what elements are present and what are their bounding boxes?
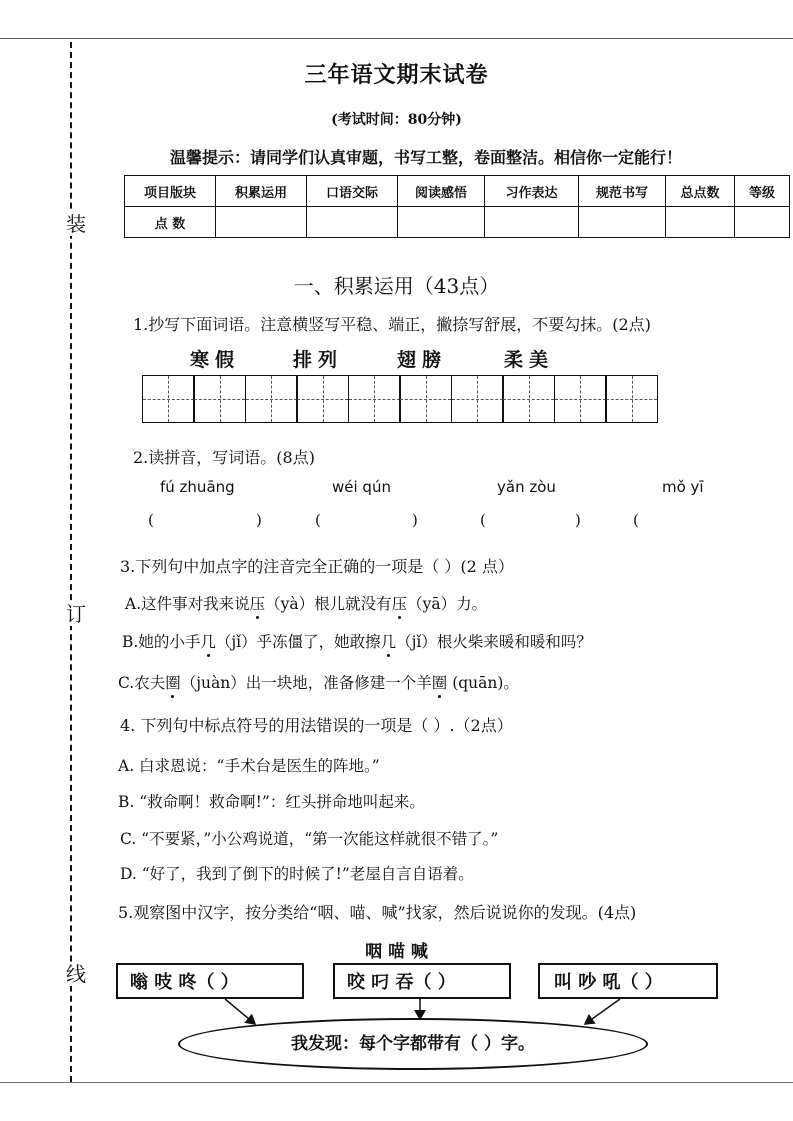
option-text: (quān)。 — [447, 674, 519, 692]
option-text: （jǐ）根火柴来暖和暖和吗？ — [396, 633, 592, 651]
option-text: （juàn）出一块地，准备修建一个羊 — [180, 674, 432, 692]
option-text: A.这件事对我来说 — [125, 595, 250, 613]
binding-char-xian: 线 — [66, 962, 86, 986]
answer-paren[interactable]: ) — [575, 511, 581, 529]
copy-word: 寒假 — [190, 349, 241, 371]
option-text: C.农夫 — [118, 674, 166, 692]
dotted-char: 圈 — [165, 671, 181, 693]
dotted-char: 压 — [392, 592, 408, 614]
answer-paren[interactable]: ( — [633, 511, 639, 529]
copy-word: 排列 — [293, 349, 344, 371]
pinyin-item: fú zhuāng — [160, 478, 235, 496]
option-text: （yā）力。 — [407, 595, 488, 613]
binding-char-zhuang: 装 — [66, 212, 86, 236]
binding-char-ding: 订 — [66, 602, 86, 626]
pinyin-item: yǎn zòu — [497, 478, 556, 496]
score-header-cell: 习作表达 — [485, 176, 579, 207]
answer-paren[interactable]: ) — [256, 511, 262, 529]
score-header-cell: 阅读感悟 — [398, 176, 485, 207]
question-4: 4. 下列句中标点符号的用法错误的一项是（ ）.（2点） — [120, 716, 513, 735]
dotted-char: 几 — [381, 630, 397, 652]
option-text: B.她的小手 — [122, 633, 201, 651]
score-header-cell: 规范书写 — [579, 176, 666, 207]
exam-time: (考试时间：80分钟) — [331, 112, 462, 128]
question-4-option-a[interactable]: A. 白求恩说：“手术台是医生的阵地。” — [118, 757, 380, 775]
answer-paren[interactable]: ( — [480, 511, 486, 529]
dotted-char: 压 — [250, 592, 266, 614]
answer-paren[interactable]: ( — [315, 511, 321, 529]
score-row-label: 点 数 — [125, 207, 216, 238]
arrow-right — [585, 999, 620, 1024]
pinyin-item: wéi qún — [332, 478, 391, 496]
option-text: （yà）根儿就没有 — [265, 595, 392, 613]
finding-text: 我发现：每个字都带有（ ）字。 — [291, 1034, 535, 1054]
tips-text: 温馨提示：请同学们认真审题，书写工整，卷面整洁。相信你一定能行！ — [170, 148, 683, 167]
question-2: 2.读拼音，写词语。(8点) — [133, 448, 315, 467]
center-words: 咽 喵 喊 — [365, 942, 428, 962]
dotted-char: 几 — [200, 630, 216, 652]
option-text: （jǐ）乎冻僵了，她敢擦 — [215, 633, 381, 651]
copy-word: 柔美 — [504, 349, 555, 371]
answer-paren[interactable]: ( — [148, 511, 154, 529]
group-box-1-text: 嗡 吱 咚（ ） — [130, 972, 239, 993]
arrow-left — [225, 999, 255, 1024]
score-header-cell: 等级 — [735, 176, 790, 207]
group-box-3-text: 叫 吵 吼（ ） — [554, 972, 663, 993]
question-1: 1.抄写下面词语。注意横竖写平稳、端正，撇捺写舒展，不要勾抹。(2点) — [133, 315, 651, 334]
answer-paren[interactable]: ) — [412, 511, 418, 529]
score-header-cell: 总点数 — [666, 176, 735, 207]
dotted-char: 圈 — [432, 671, 448, 693]
question-5: 5.观察图中汉字，按分类给“咽、喵、喊”找家，然后说说你的发现。(4点) — [118, 903, 637, 922]
copy-word: 翅膀 — [397, 349, 448, 371]
question-4-option-c[interactable]: C. “不要紧，”小公鸡说道，“第一次能这样就很不错了。” — [120, 830, 499, 848]
question-4-option-b[interactable]: B. “救命啊！救命啊!”：红头拼命地叫起来。 — [118, 793, 425, 811]
group-box-2-text: 咬 叼 吞（ ） — [347, 972, 456, 993]
exam-title: 三年语文期末试卷 — [304, 62, 489, 88]
question-3: 3.下列句中加点字的注音完全正确的一项是（ ）(2 点） — [120, 557, 514, 576]
score-header-cell: 口语交际 — [307, 176, 398, 207]
pinyin-item: mǒ yī — [662, 478, 704, 496]
finding-ellipse — [178, 1018, 648, 1070]
score-header-cell: 积累运用 — [216, 176, 307, 207]
score-header-cell: 项目版块 — [125, 176, 216, 207]
section-title: 一、积累运用（43点） — [293, 274, 500, 298]
question-4-option-d[interactable]: D. “好了，我到了倒下的时候了!”老屋自言自语着。 — [120, 865, 474, 883]
